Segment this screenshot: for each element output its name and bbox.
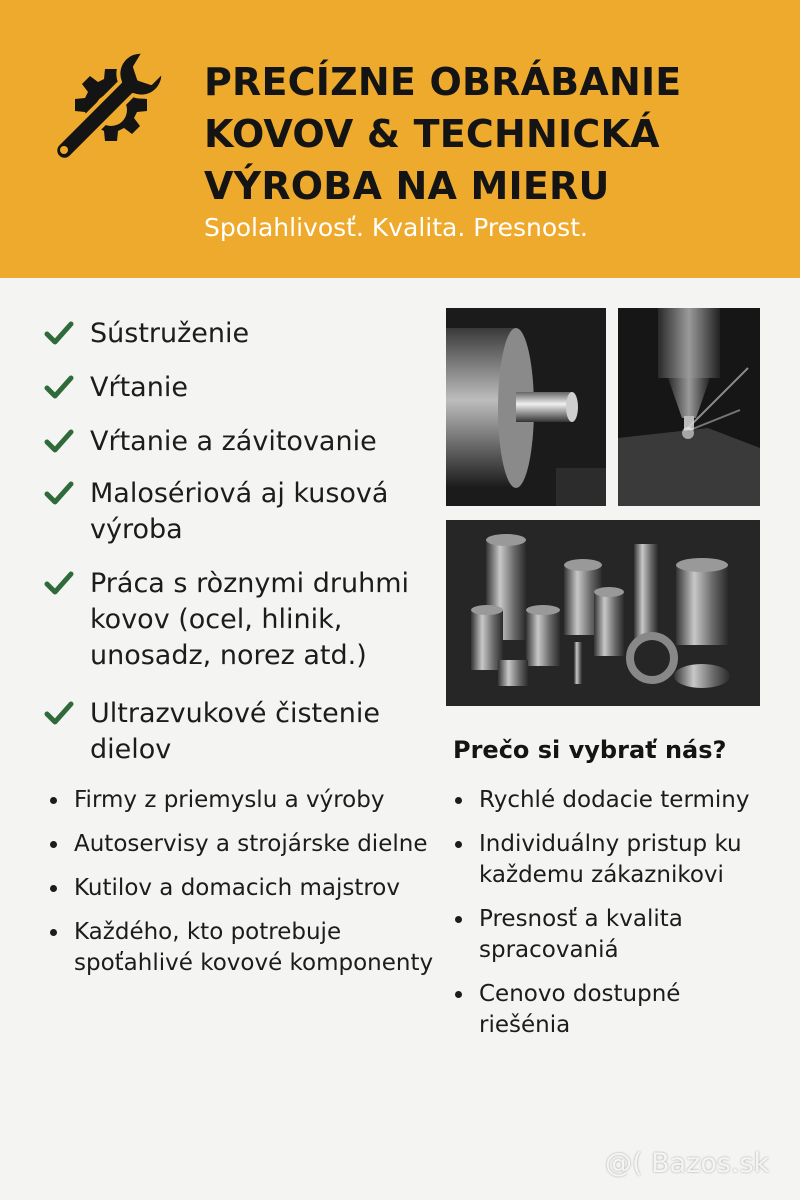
bullet-icon <box>455 991 462 998</box>
machined-parts-photo <box>446 520 760 706</box>
service-label: Vŕtanie a závitovanie <box>90 426 377 457</box>
list-item-text: Autoservisy a strojárske dielne <box>74 831 428 857</box>
check-icon <box>44 480 74 506</box>
tagline: Spolahlivosť. Kvalita. Presnost. <box>204 213 588 242</box>
list-item <box>453 785 773 816</box>
list-item <box>48 873 448 904</box>
list-item-text: Presnosť a kvalita spracovaniá <box>479 906 683 963</box>
service-label: Ultrazvukové čistenie dielov <box>90 698 380 765</box>
check-icon <box>44 320 74 346</box>
check-icon <box>44 428 74 454</box>
service-label: Sústruženie <box>90 318 250 349</box>
service-label: Malosériová aj kusová výroba <box>90 478 389 545</box>
bullet-icon <box>50 929 57 936</box>
service-item <box>44 566 440 674</box>
header-banner <box>0 0 800 278</box>
service-item <box>44 370 188 406</box>
list-item-text: Cenovo dostupné riešénia <box>479 981 681 1038</box>
check-icon <box>44 570 74 596</box>
list-item-text: Individuálny pristup ku každemu zákaznikovi <box>479 831 742 888</box>
bullet-icon <box>455 797 462 804</box>
bullet-icon <box>50 797 57 804</box>
list-item <box>453 904 729 966</box>
list-item <box>48 829 448 860</box>
service-item <box>44 476 430 548</box>
list-item <box>48 785 448 816</box>
bullet-icon <box>50 841 57 848</box>
service-label: Práca s ròznymi druhmi kovov (ocel, hlinik, unosadz, norez atd.) <box>90 568 410 671</box>
title-line-2: KOVOV & TECHNICKÁ <box>204 112 660 156</box>
service-label: Vŕtanie <box>90 372 188 403</box>
check-icon <box>44 374 74 400</box>
page-title <box>204 56 794 212</box>
why-us-heading: Prečo si vybrať nás? <box>453 736 727 764</box>
drilling-machine-photo <box>618 308 760 506</box>
title-line-3: VÝROBA NA MIERU <box>204 164 610 208</box>
list-item-text: Každého, kto potrebuje spoťahlivé kovové komponenty <box>74 919 434 976</box>
list-item-text: Kutilov a domacich majstrov <box>74 875 400 901</box>
wrench-gear-icon <box>44 44 180 180</box>
why-us-list <box>453 785 773 1054</box>
list-item <box>48 917 454 979</box>
list-item-text: Firmy z priemyslu a výroby <box>74 787 385 813</box>
service-item <box>44 696 410 768</box>
customers-list <box>48 785 448 992</box>
bullet-icon <box>455 916 462 923</box>
check-icon <box>44 700 74 726</box>
service-item <box>44 424 377 460</box>
title-line-1: PRECÍZNE OBRÁBANIE <box>204 60 682 104</box>
list-item <box>453 979 729 1041</box>
bullet-icon <box>455 841 462 848</box>
list-item <box>453 829 779 891</box>
service-item <box>44 316 249 352</box>
lathe-turning-photo <box>446 308 606 506</box>
bazos-watermark: @( Bazos.sk <box>605 1148 770 1179</box>
bullet-icon <box>50 885 57 892</box>
list-item-text: Rychlé dodacie terminy <box>479 787 750 813</box>
